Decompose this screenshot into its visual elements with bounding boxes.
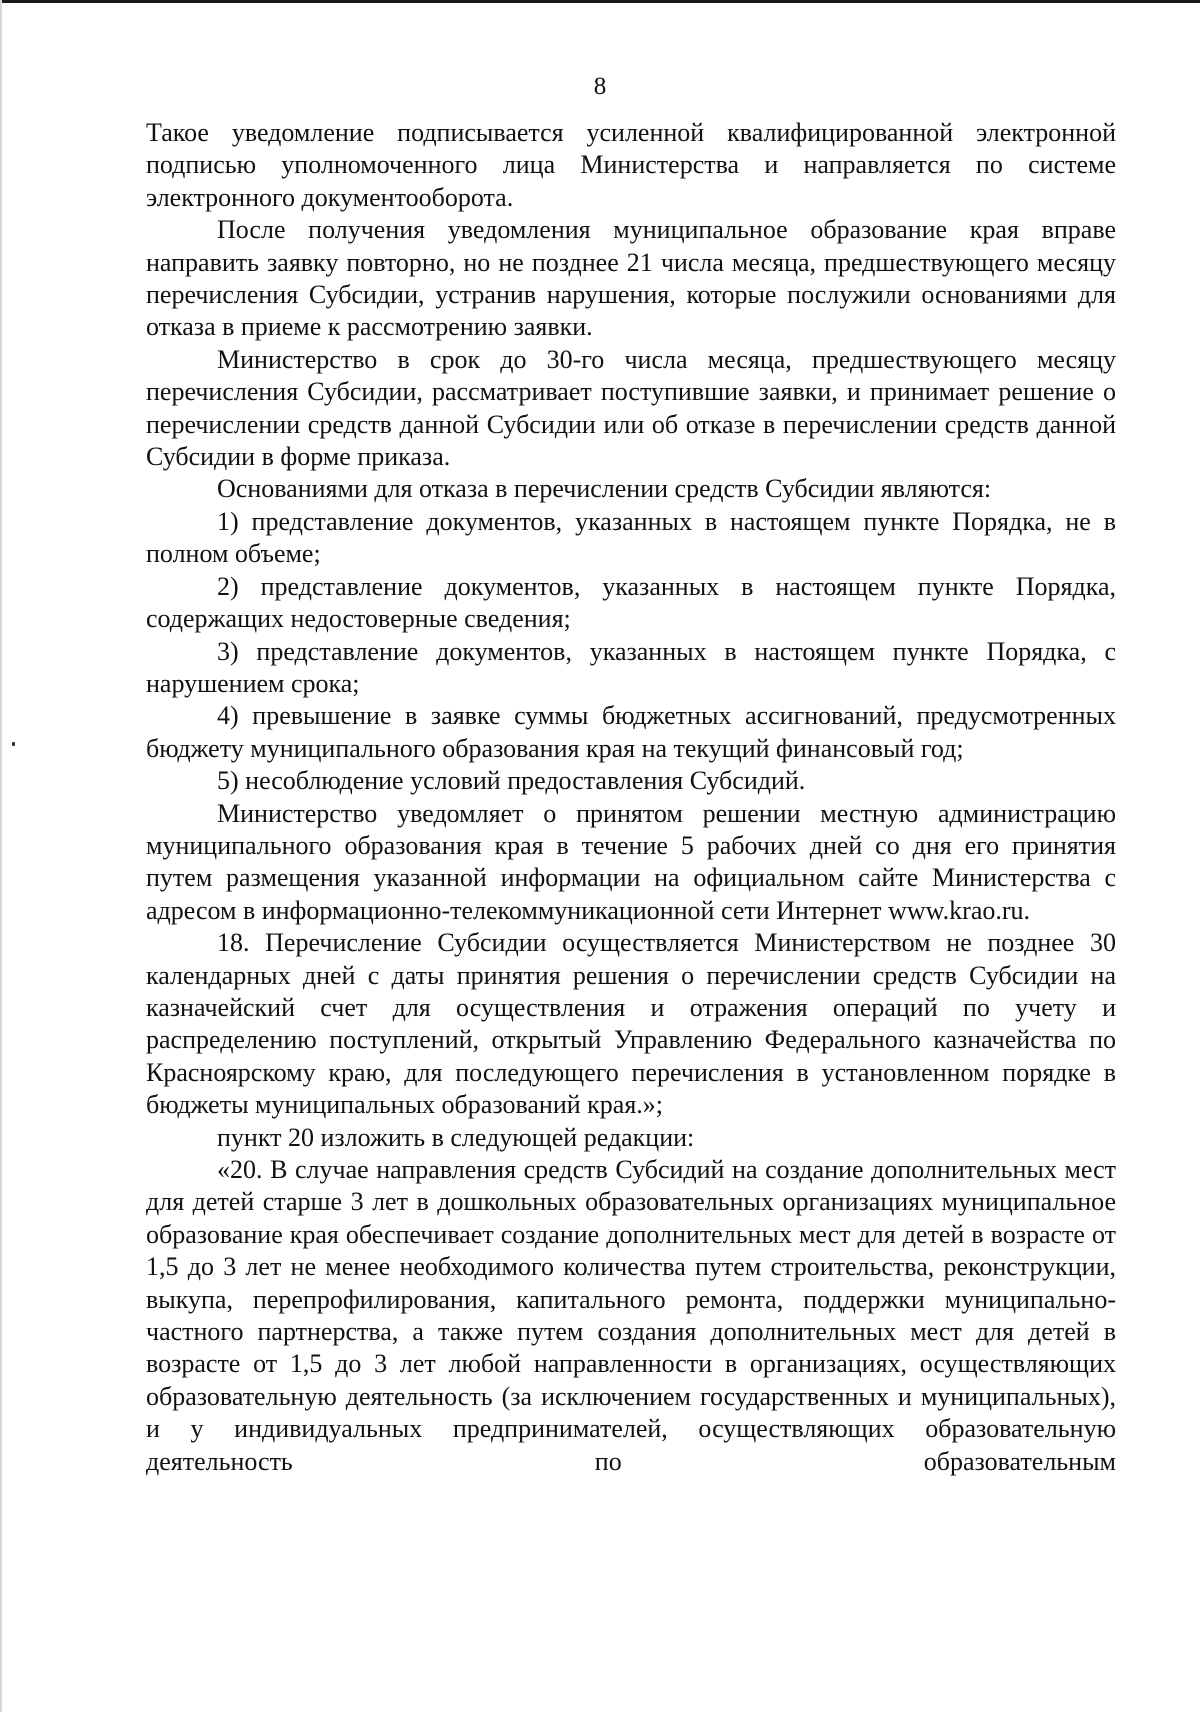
list-item-5: 5) несоблюдение условий предоставления Субсидий.	[217, 766, 806, 796]
scan-artifact-dot	[12, 742, 15, 746]
scan-top-edge	[0, 0, 1200, 3]
scan-left-edge	[0, 0, 2, 1712]
paragraph-ministry-decision: Министерство в срок до 30-го числа месяца, предшествующего месяцу перечисления Субсидии, рассматривает поступившие заявки, и принимает решение о перечислении средств данной Субсидии или об отказе в перечислении средств данной Субсидии в форме приказа.	[146, 344, 1116, 472]
document-body	[146, 117, 1116, 1478]
paragraph-resubmission: После получения уведомления муниципальное образование края вправе направить заявку повторно, но не позднее 21 числа месяца, предшествующего месяцу перечисления Субсидии, устранив нарушения, которые послужили основаниями для отказа в приеме к рассмотрению заявки.	[146, 215, 1116, 342]
page-number: 8	[593, 73, 607, 100]
paragraph-notification-signature: Такое уведомление подписывается усиленной квалифицированной электронной подписью уполномоченного лица Министерства и направляется по системе электронного документооборота.	[146, 118, 1116, 212]
paragraph-refusal-grounds: Основаниями для отказа в перечислении средств Субсидии являются:	[217, 474, 992, 504]
paragraph-clause-20-intro: пункт 20 изложить в следующей редакции:	[217, 1122, 695, 1152]
paragraph-ministry-notification: Министерство уведомляет о принятом решении местную администрацию муниципального образования края в течение 5 рабочих дней со дня его принятия путем размещения указанной информации на официальном сайте Министерства с адресом в информационно-телекоммуникационной сети Интернет www.krao.ru.	[146, 798, 1116, 925]
list-item-4: 4) превышение в заявке суммы бюджетных ассигнований, предусмотренных бюджету муниципального образования края на текущий финансовый год;	[146, 701, 1116, 763]
list-item-2: 2) представление документов, указанных в настоящем пункте Порядка, содержащих недостоверные сведения;	[146, 571, 1116, 634]
paragraph-clause-20: «20. В случае направления средств Субсидий на создание дополнительных мест для детей старше 3 лет в дошкольных образовательных организациях муниципальное образование края обеспечивает создание дополнительных мест для детей в возрасте от 1,5 до 3 лет не менее необходимого количества путем строительства, реконструкции, выкупа, перепрофилирования, капитального ремонта, поддержки муниципально-частного партнерства, а также путем создания дополнительных мест для детей в возрасте от 1,5 до 3 лет любой направленности в организациях, осуществляющих образовательную деятельность (за исключением государственных и муниципальных), и у индивидуальных предпринимателей, осуществляющих образовательную деятельность по образовательным	[146, 1155, 1116, 1476]
paragraph-clause-18: 18. Перечисление Субсидии осуществляется Министерством не позднее 30 календарных дней с даты принятия решения о перечислении средств Субсидии на казначейский счет для осуществления и отражения операций по учету и распределению поступлений, открытый Управлению Федерального казначейства по Красноярскому краю, для последующего перечисления в установленном порядке в бюджеты муниципальных образований края.»;	[146, 928, 1116, 1120]
list-item-1: 1) представление документов, указанных в настоящем пункте Порядка, не в полном объеме;	[146, 506, 1116, 569]
list-item-3: 3) представление документов, указанных в настоящем пункте Порядка, с нарушением срока;	[146, 636, 1116, 698]
